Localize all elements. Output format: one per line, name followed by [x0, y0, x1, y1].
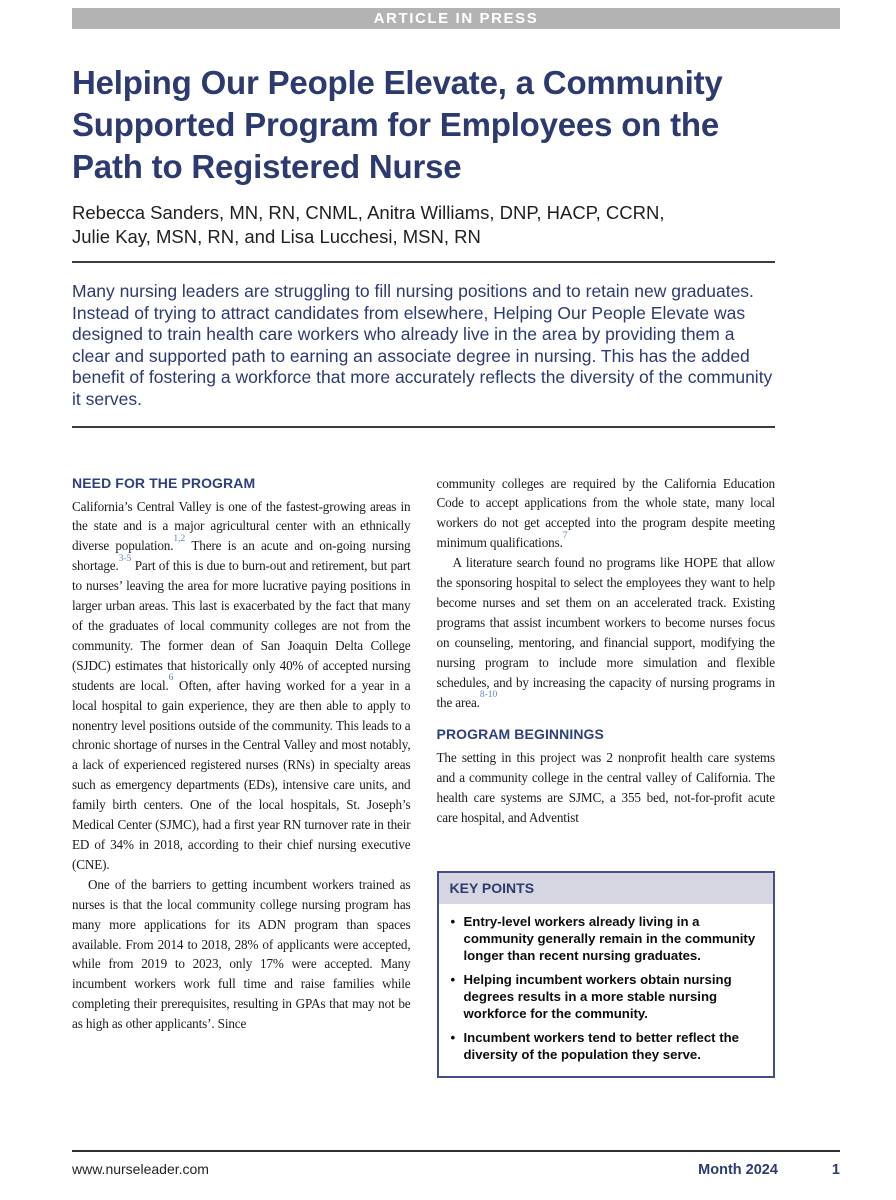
abstract-text: Many nursing leaders are struggling to fill nursing positions and to retain new graduates. Instead of trying to attract candidates from elsewhere, Helping Our People Elevate was designed to train health care workers who already live in the area by providing them a clear and supported path to earning an associate degree in nursing. This has the added benefit of fostering a workforce that more accurately reflects the diversity of the community it serves. [72, 281, 773, 409]
body-paragraph: A literature search found no programs like HOPE that allow the sponsoring hospital to select the employees they want to help become nurses and set them on an accelerated track. Existing programs that assist incumbent workers to become nurses focus on counseling, mentoring, and financial support, modifying the nursing program to include more simulation and flexible schedules, and by increasing the capacity of nursing programs in the area.$^{8-10}$ [436, 555, 775, 710]
author-line: Julie Kay, MSN, RN, and Lisa Lucchesi, MSN, RN [72, 225, 481, 247]
article-title: Helping Our People Elevate, a Community Supported Program for Employees on the Path to Registered Nurse [72, 64, 723, 185]
article-section [437, 725, 776, 828]
article-in-press-banner: ARTICLE IN PRESS [72, 8, 840, 29]
key-point-item: • Helping incumbent workers obtain nursing degrees results in a more stable nursing workforce for the community. [451, 972, 762, 1023]
key-points-box [437, 871, 776, 1077]
key-point-item: • Entry-level workers already living in a community generally remain in the community longer than recent nursing graduates. [451, 914, 762, 965]
journal-website: www.nurseleader.com [72, 1161, 209, 1177]
citation-superscript: 8-10 [479, 690, 498, 701]
issue-label: Month 2024 [698, 1162, 778, 1178]
key-point-item: • Incumbent workers tend to better reflect the diversity of the population they serve. [451, 1030, 762, 1064]
article-content [72, 62, 775, 1078]
body-paragraph: The setting in this project was 2 nonprofit health care systems and a community college in the central valley of California. The health care systems are SJMC, a 355 bed, not-for-profit acute care hospital, and Adventist [436, 750, 775, 826]
footer-right [698, 1162, 840, 1178]
body-paragraph: One of the barriers to getting incumbent workers trained as nurses is that the local community college nursing program has many more applications for its ADN program than spaces available. From 2014 to 2018, 28% of applicants were accepted, while from 2019 to 2023, only 17% were accepted. Many incumbent workers work full time and raise families while completing their prerequisites, resulting in GPAs that may not be as high as other applicants’. Since [72, 876, 411, 1032]
author-list [72, 201, 775, 248]
left-column-sections [72, 474, 411, 1034]
left-column [72, 474, 411, 1078]
citation-superscript: 6 [168, 673, 174, 684]
key-points-list [439, 904, 774, 1075]
citation-superscript: 1,2 [173, 533, 186, 544]
divider-rule [72, 426, 775, 428]
section-heading: NEED FOR THE PROGRAM [72, 474, 256, 491]
body-columns [72, 474, 775, 1078]
key-points-heading: KEY POINTS [439, 873, 774, 904]
citation-superscript: 7 [562, 530, 568, 541]
right-column [437, 474, 776, 1078]
section-heading: PROGRAM BEGINNINGS [436, 726, 604, 743]
page-footer [72, 1150, 840, 1178]
right-column-sections [437, 474, 776, 829]
body-paragraph: California’s Central Valley is one of the fastest-growing areas in the state and is a major agricultural center with an ethnically diverse population.$^{1,2}$ There is an acute and on-going nursing shortage.$^{3-5}$ Part of this is due to burn-out and retirement, but part to nurses’ leaving the area for more lucrative paying positions in larger urban areas. This last is exacerbated by the fact that many of the graduates of local community colleges are not from the community. The former dean of San Joaquin Delta College (SJDC) estimates that historically only 40% of accepted nursing students are local.$^6$ Often, after having worked for a year in a local hospital to gain experience, they are then able to apply to nonentry level positions outside of the community. This leads to a chronic shortage of nurses in the Central Valley and most notably, a lack of experienced registered nurses (RNs) in specialty areas such as emergency departments (EDs), intensive care units, and family birth centers. One of the local hospitals, St. Joseph’s Medical Center (SJMC), had a first year RN turnover rate in their ED of 34% in 2018, according to their chief nursing executive (CNE). [72, 498, 411, 872]
page-number: 1 [831, 1162, 840, 1178]
body-paragraph: community colleges are required by the California Education Code to accept applications from the whole state, many local workers do not get accepted into the program despite meeting minimum qualifications.$^7$ [436, 475, 775, 551]
article-section [72, 474, 411, 1034]
citation-superscript: 3-5 [118, 553, 132, 564]
article-section [437, 474, 776, 713]
author-line: Rebecca Sanders, MN, RN, CNML, Anitra Williams, DNP, HACP, CCRN, [72, 202, 665, 223]
divider-rule [72, 261, 775, 263]
